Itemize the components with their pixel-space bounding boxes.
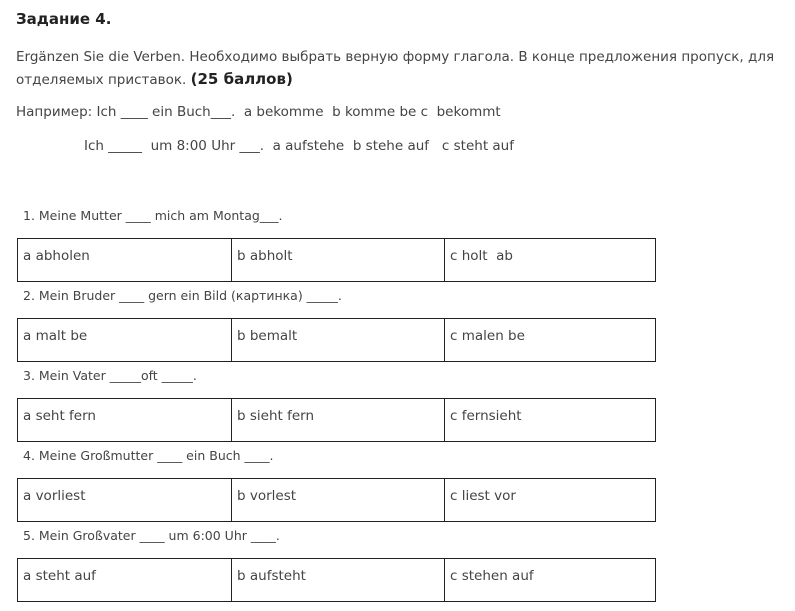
question-2-options [17,318,656,362]
option-b[interactable]: b sieht fern [231,399,444,441]
points-label: (25 баллов) [190,70,293,88]
question-5-text: 5. Mein Großvater ____ um 6:00 Uhr ____. [23,528,280,543]
option-b[interactable]: b abholt [231,239,444,281]
instruction-text: Ergänzen Sie die Verben. Необходимо выбрать верную форму глагола. В конце предложения пропуск, для отделяемых приставок. [16,49,775,88]
question-1-text: 1. Meine Mutter ____ mich am Montag___. [23,208,283,223]
option-c[interactable]: c stehen auf [444,559,655,601]
option-c[interactable]: c malen be [444,319,655,361]
option-b[interactable]: b aufsteht [231,559,444,601]
option-c[interactable]: c holt ab [444,239,655,281]
question-5-options [17,558,656,602]
question-1-options [17,238,656,282]
example-line-2: Ich _____ um 8:00 Uhr ___. a aufstehe b stehe auf c steht auf [84,138,514,154]
question-4-options [17,478,656,522]
option-a[interactable]: a vorliest [23,488,86,504]
option-c[interactable]: c fernsieht [444,399,655,441]
question-4-text: 4. Meine Großmutter ____ ein Buch ____. [23,448,274,463]
option-c[interactable]: c liest vor [444,479,655,521]
option-a[interactable]: a malt be [23,328,88,344]
option-a[interactable]: a steht auf [23,568,96,584]
option-b[interactable]: b bemalt [231,319,444,361]
option-a[interactable]: a abholen [23,248,90,264]
question-3-options [17,398,656,442]
option-a[interactable]: a seht fern [23,408,96,424]
question-3-text: 3. Mein Vater _____oft _____. [23,368,197,383]
example-line-1: Например: Ich ____ ein Buch___. a bekomme b komme be c bekommt [16,104,501,120]
task-instruction [16,46,795,91]
question-2-text: 2. Mein Bruder ____ gern ein Bild (картинка) _____. [23,288,342,303]
task-title: Задание 4. [16,10,112,28]
option-b[interactable]: b vorlest [231,479,444,521]
